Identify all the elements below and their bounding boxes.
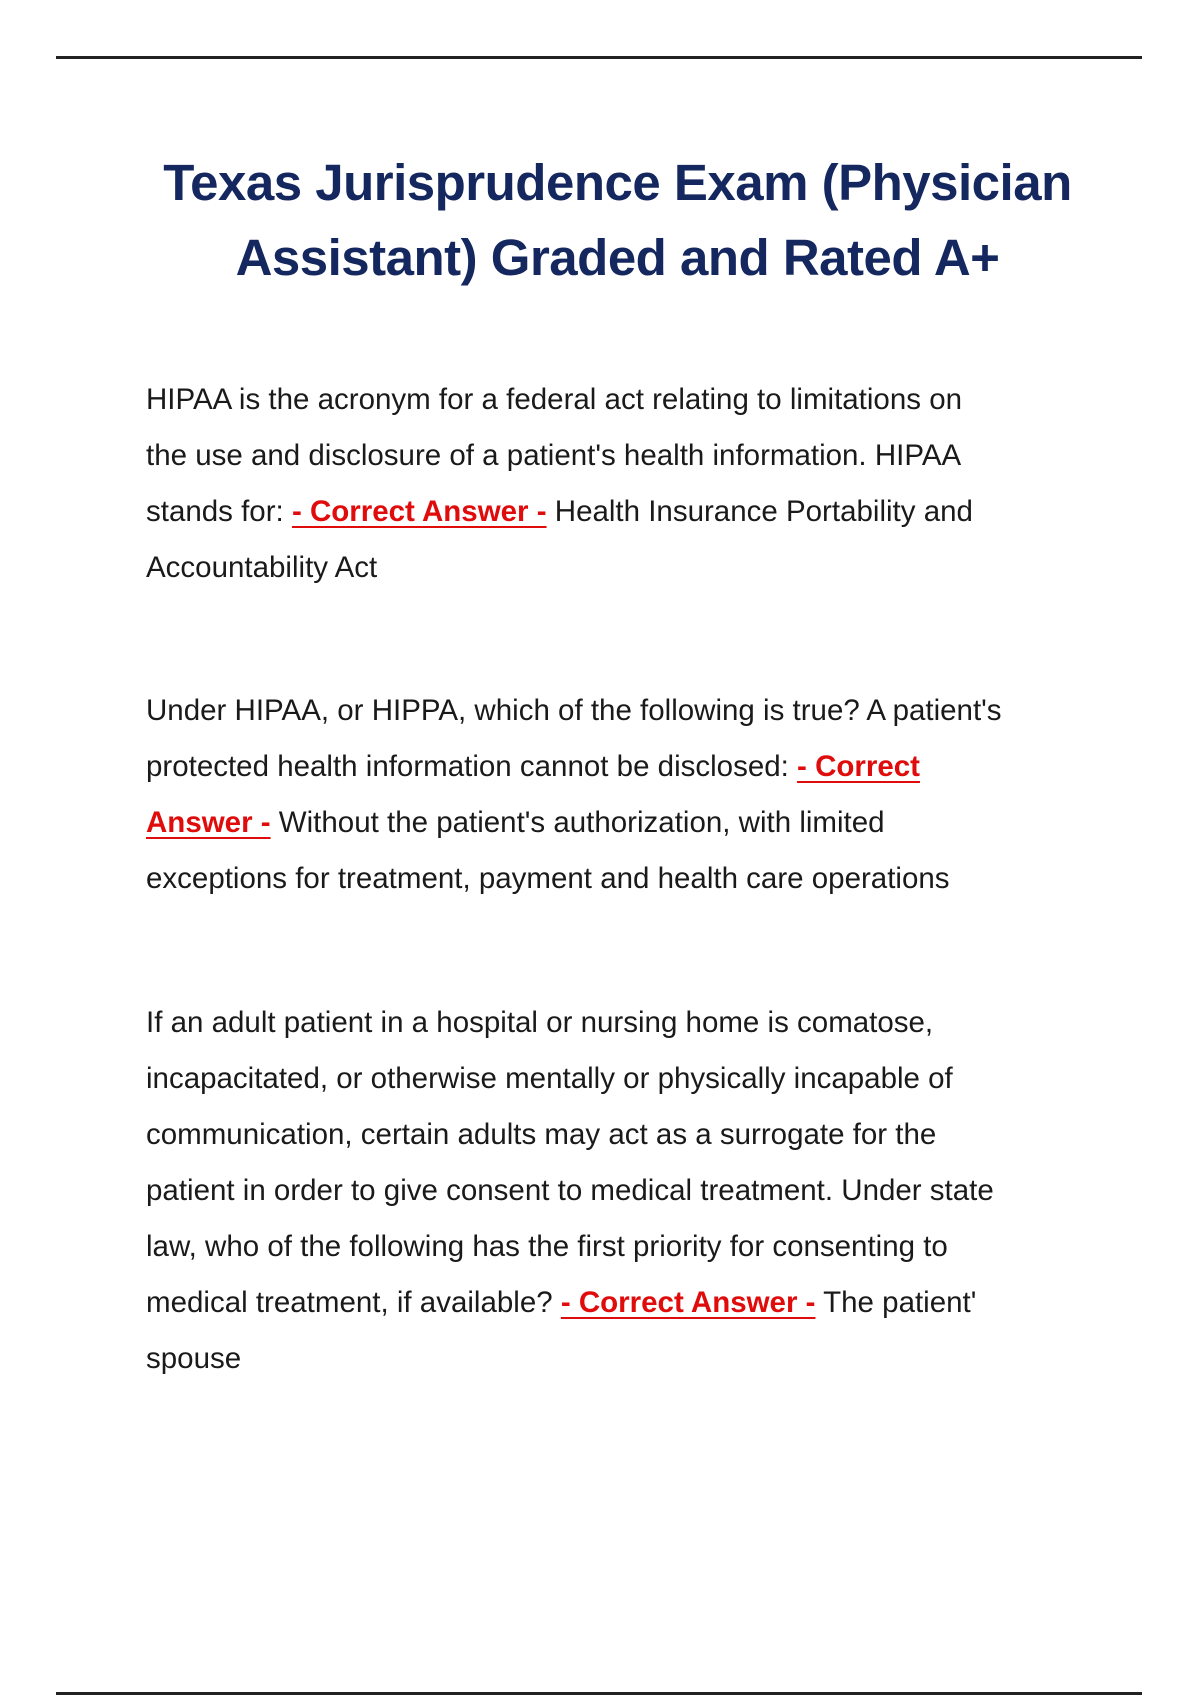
text-line xyxy=(146,683,1146,739)
correct-answer-marker: - Correct xyxy=(797,750,920,783)
text-segment: the use and disclosure of a patient's health information. HIPAA xyxy=(146,439,962,472)
text-segment: medical treatment, if available? xyxy=(146,1286,561,1319)
text-segment: Without the patient's authorization, with limited xyxy=(270,806,885,839)
question-paragraph xyxy=(146,372,1146,596)
text-segment: Under HIPAA, or HIPPA, which of the following is true? A patient's xyxy=(146,694,1002,727)
page-title xyxy=(0,145,1200,295)
text-segment: If an adult patient in a hospital or nursing home is comatose, xyxy=(146,1006,934,1039)
correct-answer-marker: - Correct Answer - xyxy=(560,1286,816,1319)
text-segment: The patient' xyxy=(815,1286,977,1319)
text-line xyxy=(146,1219,1146,1275)
question-paragraph xyxy=(146,995,1146,1387)
text-line xyxy=(146,540,1146,596)
text-line xyxy=(146,1275,1146,1331)
text-segment: law, who of the following has the first priority for consenting to xyxy=(146,1230,948,1263)
title-line: Texas Jurisprudence Exam (Physician xyxy=(163,154,1072,211)
text-line xyxy=(146,484,1146,540)
text-line xyxy=(146,795,1146,851)
text-segment: patient in order to give consent to medical treatment. Under state xyxy=(146,1174,994,1207)
text-segment: exceptions for treatment, payment and health care operations xyxy=(146,862,950,895)
text-segment: incapacitated, or otherwise mentally or physically incapable of xyxy=(146,1062,953,1095)
question-paragraph xyxy=(146,683,1146,907)
correct-answer-marker: - Correct Answer - xyxy=(291,495,547,528)
text-line xyxy=(146,995,1146,1051)
text-line xyxy=(146,1107,1146,1163)
text-line xyxy=(146,1051,1146,1107)
text-line xyxy=(146,428,1146,484)
text-segment: protected health information cannot be disclosed: xyxy=(146,750,798,783)
text-line xyxy=(146,1163,1146,1219)
top-rule xyxy=(56,56,1142,59)
text-segment: spouse xyxy=(146,1342,242,1375)
text-segment: Health Insurance Portability and xyxy=(546,495,973,528)
text-line xyxy=(146,739,1146,795)
text-segment: Accountability Act xyxy=(146,551,378,584)
title-line: Assistant) Graded and Rated A+ xyxy=(235,229,1000,286)
text-segment: stands for: xyxy=(146,495,292,528)
text-line xyxy=(146,1331,1146,1387)
text-segment: HIPAA is the acronym for a federal act relating to limitations on xyxy=(146,383,963,416)
text-line xyxy=(146,851,1146,907)
text-line xyxy=(146,372,1146,428)
text-segment: communication, certain adults may act as a surrogate for the xyxy=(146,1118,937,1151)
correct-answer-marker: Answer - xyxy=(146,806,271,839)
bottom-rule xyxy=(56,1692,1142,1695)
